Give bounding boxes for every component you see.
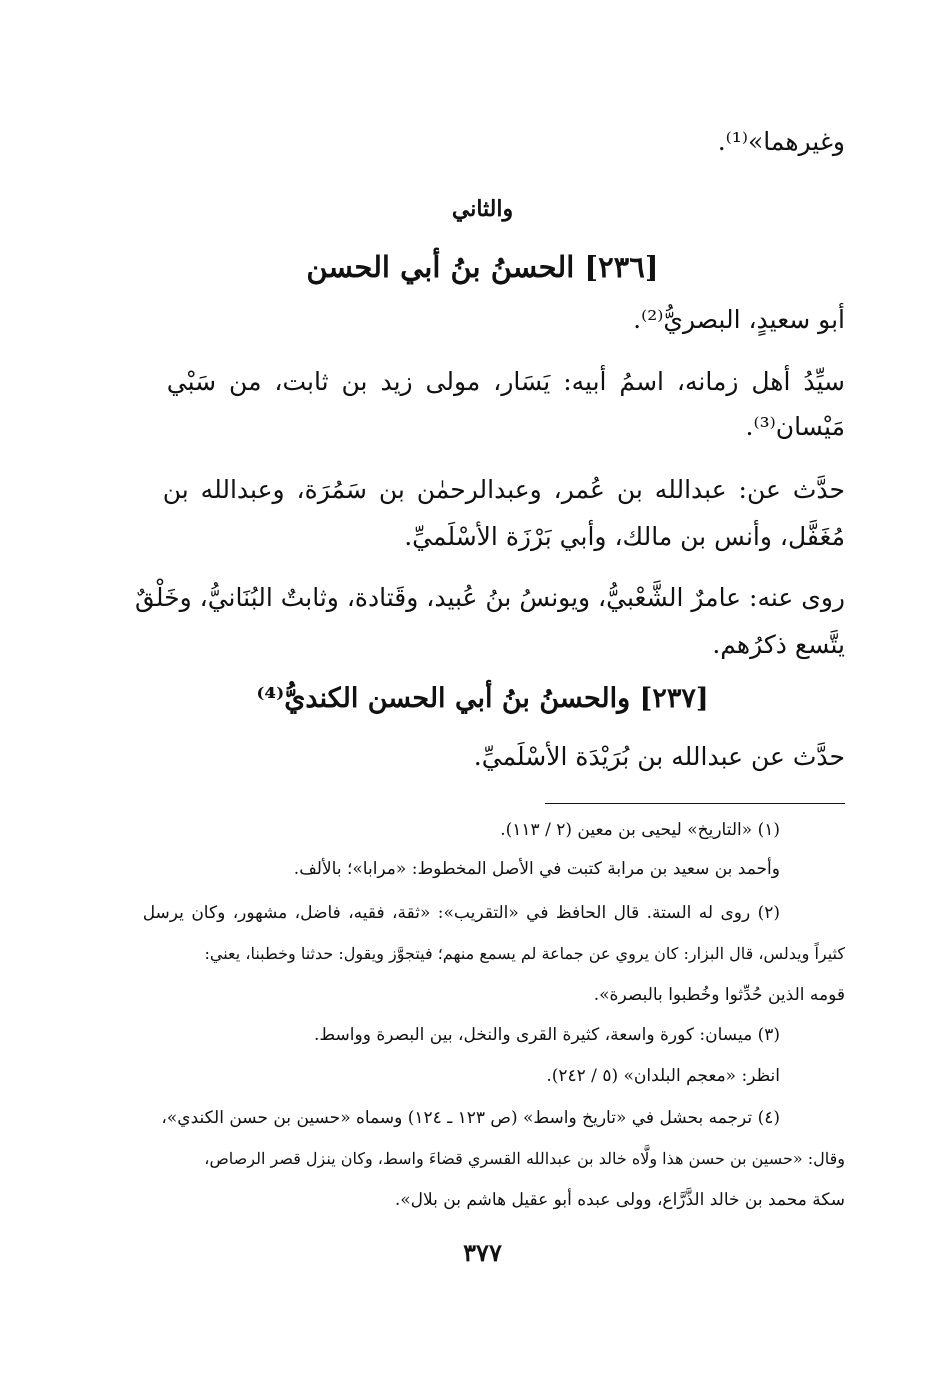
entry-236-kunya: أبو سعيدٍ، البصريُّ⁽²⁾. [633, 305, 845, 334]
entry-236-from-line-2: مُغَفَّل، وأنس بن مالك، وأبي بَرْزَة الأسْلَميِّ. [404, 522, 845, 551]
entry-236-bio-line-2: مَيْسان⁽³⁾. [745, 412, 845, 441]
footnote-3-cont: انظر: «معجم البلدان» (٥ / ٢٤٢). [546, 1066, 780, 1086]
footnote-4-cont-2: سكة محمد بن خالد الذَّرَّاع، وولى عبده أبو عقيل هاشم بن بلال». [394, 1190, 845, 1210]
footnote-4-cont-1: وقال: «حسين بن حسن هذا ولَّاه خالد بن عبدالله القسري قضاءَ واسط، وكان ينزل قصر الرصاص، [204, 1149, 845, 1168]
footnote-1-cont: وأحمد بن سعيد بن مرابة كتبت في الأصل المخطوط: «مرابا»؛ بالألف. [293, 859, 780, 879]
footnote-4: (٤) ترجمه بحشل في «تاريخ واسط» (ص ١٢٣ ـ ١٢٤) وسماه «حسين بن حسن الكندي»، [161, 1108, 780, 1128]
footnote-2-cont-1: كثيراً ويدلس، قال البزار: كان يروي عن جماعة لم يسمع منهم؛ فيتجوَّز ويقول: حدثنا وخطبنا، يعني: [204, 944, 845, 963]
footnote-3: (٣) ميسان: كورة واسعة، كثيرة القرى والنخل، بين البصرة وواسط. [313, 1025, 780, 1045]
entry-237-from-line: حدَّث عن عبدالله بن بُرَيْدَة الأسْلَميِّ. [473, 742, 845, 771]
intro-text: وغيرهما»⁽¹⁾. [717, 127, 845, 156]
page-number: ٣٧٧ [463, 1238, 502, 1267]
footnote-2: (٢) روى له الستة. قال الحافظ في «التقريب»: «ثقة، فقيه، فاضل، مشهور، وكان يرسل [142, 903, 780, 923]
footnote-2-cont-2: قومه الذين حُدِّثوا وخُطبوا بالبصرة». [593, 985, 845, 1005]
entry-237-heading: [٢٣٧] والحسنُ بنُ أبي الحسن الكنديُّ⁽⁴⁾ [256, 683, 709, 714]
entry-236-bio-line-1: سيِّدُ أهل زمانه، اسمُ أبيه: يَسَار، مولى زيد بن ثابت، من سَبْي [166, 367, 845, 396]
footnote-1: (١) «التاريخ» ليحيى بن معين (٢ / ١١٣). [500, 820, 780, 840]
document-page [120, 0, 845, 1380]
footnote-separator [545, 803, 845, 804]
section-label: والثاني [451, 196, 514, 222]
entry-236-narrators-line-2: يتَّسع ذكرُهم. [712, 630, 845, 659]
entry-236-heading: [٢٣٦] الحسنُ بنُ أبي الحسن [306, 250, 659, 284]
entry-236-from-line-1: حدَّث عن: عبدالله بن عُمر، وعبدالرحمٰن بن سَمُرَة، وعبدالله بن [162, 475, 845, 504]
entry-236-narrators-line-1: روى عنه: عامرٌ الشَّعْبيُّ، ويونسُ بنُ عُبيد، وقَتادة، وثابتٌ البُنَانيُّ، وخَلْقٌ [135, 583, 845, 612]
